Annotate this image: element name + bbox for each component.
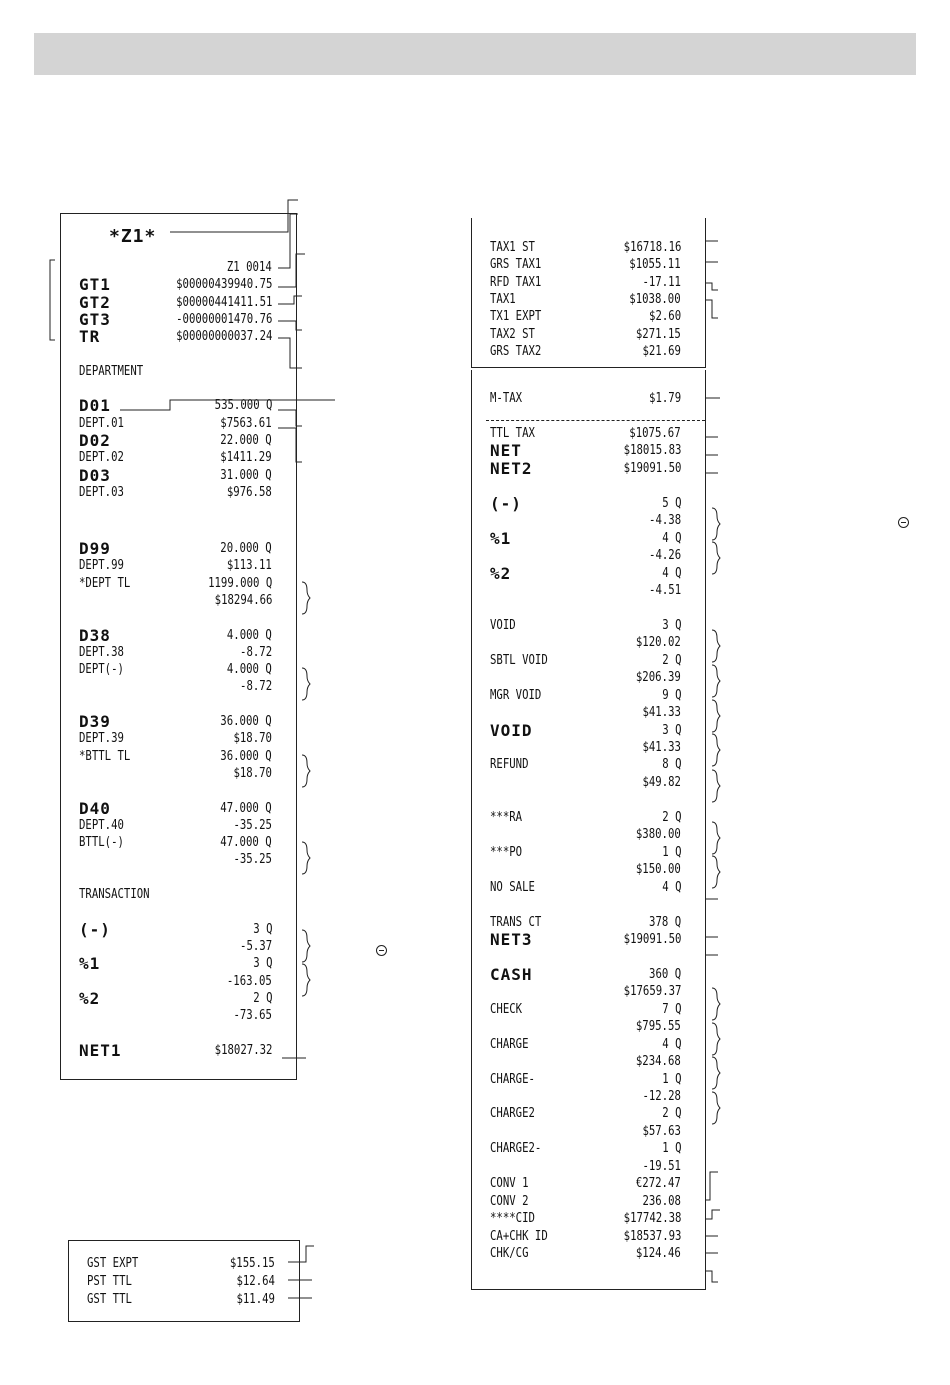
line-label: NET2 [490, 458, 533, 478]
line-value: 36.000 Q [220, 714, 272, 729]
line-value: -19.51 [642, 1158, 681, 1174]
line-label: SBTL VOID [490, 652, 548, 668]
line-label: PST TTL [87, 1274, 132, 1289]
line-label: *BTTL TL [79, 748, 131, 764]
line-value: $00000439940.75 [175, 277, 272, 293]
line-value: 7 Q [661, 1001, 681, 1017]
line-value: $1.79 [648, 391, 681, 406]
line-value: $206.39 [636, 670, 681, 686]
line-value: 36.000 Q [220, 748, 272, 764]
line-value: $17659.37 [623, 984, 681, 1000]
line-label: NO SALE [490, 879, 535, 895]
line-value: 2 Q [661, 652, 681, 668]
line-label: REFUND [490, 757, 529, 773]
line-value: 22.000 Q [220, 433, 272, 448]
line-value: $16718.16 [623, 240, 681, 255]
line-label: CHARGE2- [490, 1141, 542, 1157]
line-label: DEPT(-) [79, 662, 124, 678]
line-value: $1411.29 [220, 450, 272, 466]
line-label: GST TTL [87, 1292, 132, 1307]
line-label: DEPT.01 [79, 415, 124, 431]
line-value: -4.26 [648, 548, 681, 564]
line-value: $19091.50 [623, 460, 681, 476]
line-value: 2 Q [661, 1106, 681, 1122]
line-label: CONV 1 [490, 1176, 529, 1192]
line-value: $41.33 [642, 740, 681, 755]
line-value: 4 Q [661, 565, 681, 581]
line-value: $00000000037.24 [175, 329, 272, 345]
line-value: $41.33 [642, 705, 681, 721]
line-value: $57.63 [642, 1123, 681, 1139]
line-value: $124.46 [636, 1246, 681, 1262]
line-value: $1038.00 [629, 291, 681, 307]
line-label: TR [79, 327, 101, 347]
line-label: TAX1 [490, 291, 516, 307]
line-label: TRANS CT [490, 914, 542, 930]
line-label: DEPT.99 [79, 558, 124, 574]
line-label: GRS TAX1 [490, 257, 542, 273]
line-value: $795.55 [636, 1019, 681, 1035]
line-value: $18.70 [233, 731, 272, 747]
line-value: $271.15 [636, 326, 681, 342]
line-value: -4.38 [648, 513, 681, 529]
line-value: 1 Q [661, 844, 681, 860]
line-label: GT1 [79, 275, 111, 295]
line-value: 2 Q [252, 990, 272, 1006]
line-value: -4.51 [648, 582, 681, 598]
line-label: NET1 [79, 1040, 122, 1060]
line-value: €272.47 [636, 1176, 681, 1192]
line-value: 236.08 [642, 1193, 681, 1209]
line-label: DEPT.39 [79, 731, 124, 747]
line-value: -17.11 [642, 274, 681, 290]
line-value: 2 Q [661, 809, 681, 825]
line-value: -5.37 [239, 938, 272, 954]
line-label: VOID [490, 617, 516, 633]
report-title: *Z1* [109, 226, 157, 247]
line-value: $120.02 [636, 635, 681, 651]
line-label: %1 [490, 528, 512, 548]
line-value: $19091.50 [623, 931, 681, 947]
line-value: 1 Q [661, 1141, 681, 1157]
line-value: $2.60 [648, 309, 681, 325]
line-value: Z1 0014 [227, 260, 272, 275]
line-value: -163.05 [227, 973, 272, 989]
line-value: $7563.61 [220, 415, 272, 431]
line-label: NET3 [490, 929, 533, 949]
line-value: 360 Q [648, 966, 681, 982]
line-value: 378 Q [648, 914, 681, 930]
line-label: *DEPT TL [79, 575, 131, 591]
line-value: 31.000 Q [220, 467, 272, 483]
line-label: ***RA [490, 809, 523, 825]
line-value: -12.28 [642, 1089, 681, 1104]
line-label: CASH [490, 964, 533, 984]
line-value: 4 Q [661, 530, 681, 546]
line-label: D99 [79, 539, 111, 558]
line-value: $234.68 [636, 1054, 681, 1070]
line-value: $49.82 [642, 774, 681, 790]
line-label: TAX1 ST [490, 240, 535, 255]
line-label: DEPARTMENT [79, 363, 144, 379]
line-label: CA+CHK ID [490, 1228, 548, 1244]
line-label: ***PO [490, 844, 523, 860]
line-label: D40 [79, 798, 111, 818]
line-value: $00000441411.51 [175, 294, 272, 310]
line-value: 3 Q [252, 921, 272, 937]
line-label: CHK/CG [490, 1246, 529, 1262]
line-label: D02 [79, 431, 111, 450]
line-label: M-TAX [490, 391, 523, 406]
line-label: VOID [490, 720, 533, 740]
line-label: TAX2 ST [490, 326, 535, 342]
line-label: D38 [79, 625, 111, 645]
line-label: CONV 2 [490, 1193, 529, 1209]
line-value: 3 Q [661, 617, 681, 633]
line-label: GT3 [79, 309, 111, 329]
line-label: NET [490, 441, 522, 461]
line-value: $113.11 [227, 558, 272, 574]
line-label: DEPT.40 [79, 817, 124, 833]
line-value: 4.000 Q [227, 662, 272, 678]
line-value: $18537.93 [623, 1228, 681, 1244]
line-value: -35.25 [233, 817, 272, 833]
line-label: TTL TAX [490, 425, 535, 441]
line-value: $1055.11 [629, 257, 681, 273]
line-value: -35.25 [233, 852, 272, 868]
line-label: BTTL(-) [79, 835, 124, 851]
line-label: TX1 EXPT [490, 309, 542, 325]
line-label: %2 [490, 563, 512, 583]
line-value: $150.00 [636, 862, 681, 878]
line-label: TRANSACTION [79, 887, 150, 902]
line-label: D03 [79, 465, 111, 485]
line-label: DEPT.38 [79, 644, 124, 660]
line-value: $18015.83 [623, 443, 681, 459]
line-value: 535.000 Q [214, 398, 272, 414]
line-value: 9 Q [661, 687, 681, 703]
line-label: CHECK [490, 1001, 523, 1017]
line-value: $18.70 [233, 765, 272, 781]
line-value: 3 Q [661, 722, 681, 738]
line-value: 4.000 Q [227, 627, 272, 643]
line-value: 3 Q [252, 956, 272, 972]
line-label: GRS TAX2 [490, 343, 542, 359]
line-label: D39 [79, 712, 111, 731]
line-label: DEPT.03 [79, 484, 124, 500]
line-label: GT2 [79, 292, 111, 312]
line-label: CHARGE- [490, 1071, 535, 1087]
line-value: $976.58 [227, 484, 272, 500]
line-label: MGR VOID [490, 687, 542, 703]
line-value: -8.72 [239, 644, 272, 660]
line-label: (-) [490, 493, 522, 513]
line-value: 4 Q [661, 1036, 681, 1052]
line-value: 47.000 Q [220, 835, 272, 851]
line-value: $21.69 [642, 343, 681, 359]
line-value: $18027.32 [214, 1042, 272, 1058]
line-value: $380.00 [636, 827, 681, 843]
line-value: $17742.38 [623, 1211, 681, 1227]
line-value: $12.64 [236, 1274, 275, 1289]
line-value: 4 Q [661, 879, 681, 895]
line-value: $1075.67 [629, 425, 681, 441]
line-label: (-) [79, 919, 111, 939]
line-label: CHARGE [490, 1036, 529, 1052]
line-value: -73.65 [233, 1008, 272, 1024]
line-value: -8.72 [239, 679, 272, 695]
line-value: -00000001470.76 [175, 311, 272, 327]
line-value: 1 Q [661, 1071, 681, 1087]
line-label: ****CID [490, 1211, 535, 1227]
line-label: DEPT.02 [79, 450, 124, 466]
line-value: 5 Q [661, 495, 681, 511]
line-value: $11.49 [236, 1292, 275, 1307]
line-label: RFD TAX1 [490, 274, 542, 290]
line-value: 8 Q [661, 757, 681, 773]
line-value: $18294.66 [214, 592, 272, 608]
line-value: 20.000 Q [220, 541, 272, 556]
line-label: CHARGE2 [490, 1106, 535, 1122]
line-value: 1199.000 Q [207, 575, 272, 591]
line-label: %1 [79, 954, 101, 974]
line-value: 47.000 Q [220, 800, 272, 816]
line-label: %2 [79, 988, 101, 1008]
line-label: D01 [79, 396, 111, 416]
line-value: $155.15 [230, 1256, 275, 1271]
line-label: GST EXPT [87, 1256, 139, 1271]
